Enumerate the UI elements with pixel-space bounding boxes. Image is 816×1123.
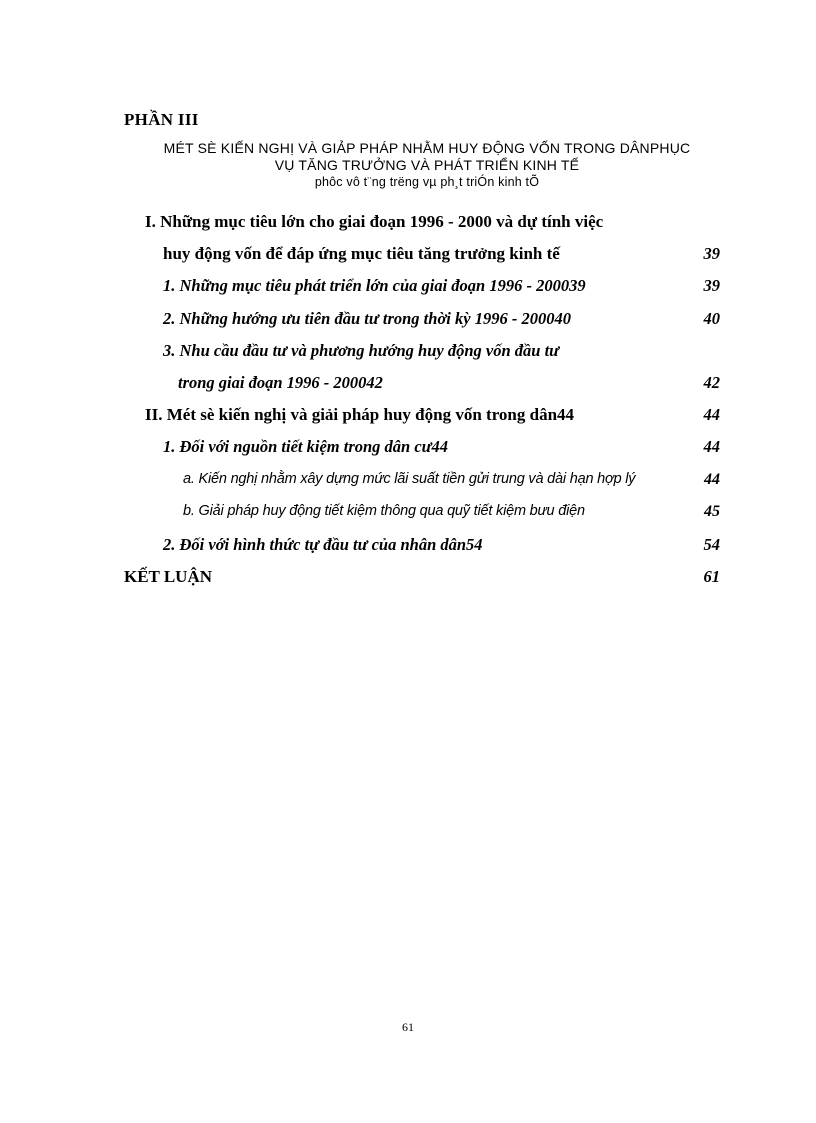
toc-entry-page: 44: [703, 405, 720, 424]
toc-entry-page: 42: [703, 373, 720, 392]
toc-entry-item-1-3-line-1: [0, 341, 816, 367]
chapter-heading-line-1: MÉT SÈ KIẾN NGHỊ VÀ GIẢP PHÁP NHẰM HUY ĐỘNG VỐN TRONG DÂNPHỤC: [163, 140, 691, 156]
toc-entry-text: b. Giải pháp huy động tiết kiệm thông qua quỹ tiết kiệm bưu điện: [183, 503, 585, 519]
toc-entry-text: huy động vốn để đáp ứng mục tiêu tăng trưởng kinh tế: [163, 244, 560, 263]
toc-entry-text: trong giai đoạn 1996 - 200042: [178, 373, 383, 392]
chapter-heading-line-2: VỤ TĂNG TRƯỞNG VÀ PHÁT TRIỂN KINH TẾ: [274, 157, 580, 173]
toc-entry-page: 45: [704, 503, 720, 520]
toc-entry-item-1-1: [0, 276, 816, 302]
toc-entry-page: 39: [703, 276, 720, 295]
toc-entry-text: 2. Những hướng ưu tiên đầu tư trong thời kỳ 1996 - 200040: [163, 309, 571, 328]
toc-entry-page: 54: [703, 535, 720, 554]
toc-entry-page: 40: [703, 309, 720, 328]
chapter-heading-line-3: phôc vô t¨ng trëng vµ ph¸t triÓn kinh tÕ: [314, 175, 540, 189]
chapter-heading: [112, 140, 742, 190]
toc-entry-section-1-line-2: [0, 244, 816, 270]
toc-entry-section-1-line-1: [0, 212, 816, 238]
toc-entry-text: 3. Nhu cầu đầu tư và phương hướng huy động vốn đầu tư: [163, 341, 560, 360]
toc-entry-item-1-3-line-2: [0, 373, 816, 399]
toc-entry-text: II. Mét sè kiến nghị và giải pháp huy động vốn trong dân44: [145, 405, 575, 424]
toc-entry-conclusion: [0, 567, 816, 593]
toc-entry-page: 61: [703, 567, 720, 586]
toc-entry-page: 39: [703, 244, 720, 263]
toc-entry-text: 1. Đối với nguồn tiết kiệm trong dân cư44: [163, 437, 449, 456]
footer-page-number: 61: [402, 1020, 414, 1034]
part-title: PHẦN III: [124, 110, 199, 129]
toc-entry-text: 1. Những mục tiêu phát triển lớn của giai đoạn 1996 - 200039: [163, 276, 586, 295]
toc-entry-text: 2. Đối với hình thức tự đầu tư của nhân dân54: [163, 535, 483, 554]
toc-entry-page: 44: [704, 471, 720, 488]
toc-entry-page: 44: [703, 437, 720, 456]
toc-entry-text: KẾT LUẬN: [124, 567, 213, 586]
toc-entry-section-2: [0, 405, 816, 431]
toc-entry-item-2-1-b: [0, 503, 816, 529]
toc-entry-item-2-2: [0, 535, 816, 561]
toc-entry-item-2-1: [0, 437, 816, 463]
toc-entry-text: I. Những mục tiêu lớn cho giai đoạn 1996 - 2000 và dự tính việc: [145, 212, 604, 231]
toc-entry-text: a. Kiến nghị nhằm xây dựng mức lãi suất tiền gửi trung và dài hạn hợp lý: [183, 471, 636, 487]
toc-entry-item-2-1-a: [0, 471, 816, 497]
toc-entry-item-1-2: [0, 309, 816, 335]
